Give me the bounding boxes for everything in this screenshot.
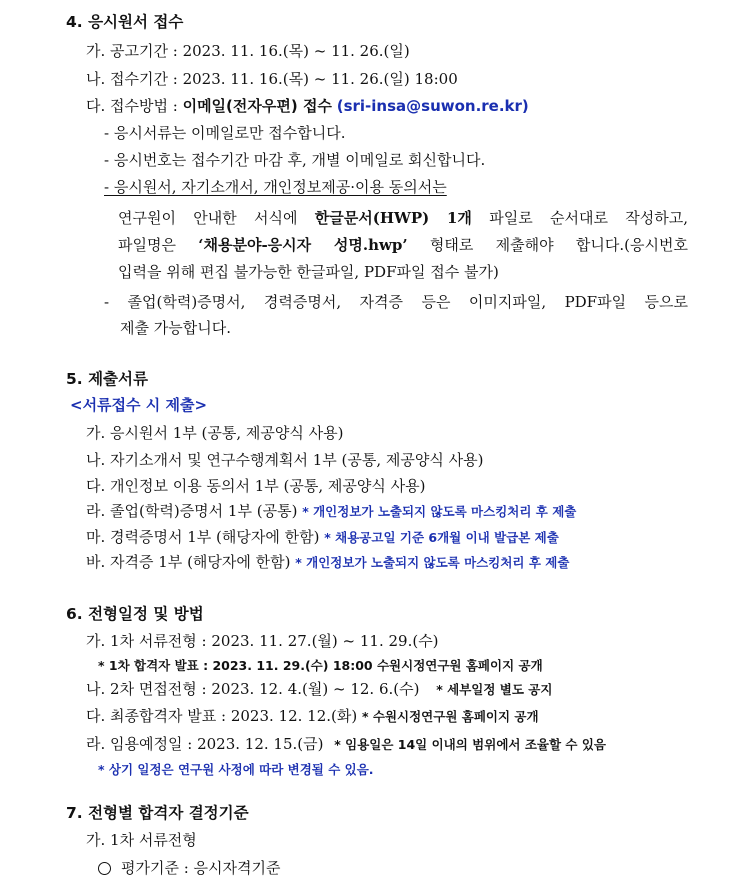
s4-bullet-4 <box>104 292 688 312</box>
s4-da-method: 이메일(전자우편) 접수 <box>182 97 332 115</box>
s5-item-ra-note: * 개인정보가 노출되지 않도록 마스킹처리 후 제출 <box>302 504 577 519</box>
s5-item-ma <box>86 527 559 548</box>
s4-item-ga: 가. 공고기간 : 2023. 11. 16.(목) ~ 11. 26.(일) <box>86 42 410 60</box>
s5-item-ba-text: 바. 자격증 1부 (해당자에 한함) <box>86 553 291 571</box>
s7-item-ga: 가. 1차 서류전형 <box>86 831 197 849</box>
s6-item-da <box>86 706 539 727</box>
s4-bullet-4-text: - 졸업(학력)증명서, 경력증명서, 자격증 등은 이미지파일, PDF파일 등으로 <box>104 293 688 311</box>
section-5-title: 5. 제출서류 <box>66 370 148 388</box>
section-4-title: 4. 응시원서 접수 <box>66 13 184 31</box>
s5-item-na: 나. 자기소개서 및 연구수행계획서 1부 (공통, 제공양식 사용) <box>86 451 484 469</box>
s5-item-ra <box>86 501 576 522</box>
s4-bullet-1: - 응시서류는 이메일로만 접수합니다. <box>104 124 346 142</box>
s7-criteria <box>98 858 281 878</box>
circle-bullet-icon <box>98 862 111 875</box>
s6-item-ga: 가. 1차 서류전형 : 2023. 11. 27.(월) ~ 11. 29.(수) <box>86 632 439 650</box>
s4-bullet-3: - 응시원서, 자기소개서, 개인정보제공·이용 동의서는 <box>104 178 447 196</box>
s6-item-da-note: * 수원시정연구원 홈페이지 공개 <box>361 709 539 724</box>
s4-p2-bold: ‘채용분야-응시자 성명.hwp’ <box>198 236 408 254</box>
section-7-title: 7. 전형별 합격자 결정기준 <box>66 804 249 822</box>
s4-p1-post: 파일로 순서대로 작성하고, <box>471 209 688 227</box>
s6-item-na-text: 나. 2차 면접전형 : 2023. 12. 4.(월) ~ 12. 6.(수) <box>86 680 420 698</box>
s6-item-ra-text: 라. 임용예정일 : 2023. 12. 15.(금) <box>86 735 324 753</box>
s6-item-ra-note: * 임용일은 14일 이내의 범위에서 조율할 수 있음 <box>334 737 606 752</box>
s5-item-da: 다. 개인정보 이용 동의서 1부 (공통, 제공양식 사용) <box>86 477 426 495</box>
s5-item-ma-text: 마. 경력증명서 1부 (해당자에 한함) <box>86 528 320 546</box>
s6-item-na <box>86 679 552 700</box>
s4-para-line-3: 입력을 위해 편집 불가능한 한글파일, PDF파일 접수 불가) <box>118 263 499 281</box>
s4-bullet-4-cont: 제출 가능합니다. <box>120 319 231 337</box>
s4-para-line-1 <box>118 208 688 228</box>
s5-item-ba <box>86 552 569 573</box>
s4-bullet-2: - 응시번호는 접수기간 마감 후, 개별 이메일로 회신합니다. <box>104 151 486 169</box>
s6-item-ga-note: * 1차 합격자 발표 : 2023. 11. 29.(수) 18:00 수원시정연구원 홈페이지 공개 <box>98 658 543 673</box>
s4-da-prefix: 다. 접수방법 : <box>86 97 183 115</box>
s5-item-ma-note: * 채용공고일 기준 6개월 이내 발급본 제출 <box>324 530 559 545</box>
s4-para-line-2 <box>118 235 688 255</box>
s4-p2-post: 형태로 제출해야 합니다.(응시번호 <box>407 236 688 254</box>
s4-p1-bold: 한글문서(HWP) 1개 <box>314 209 472 227</box>
s5-item-ba-note: * 개인정보가 노출되지 않도록 마스킹처리 후 제출 <box>295 555 570 570</box>
s5-item-ra-text: 라. 졸업(학력)증명서 1부 (공통) <box>86 502 298 520</box>
s6-footnote: * 상기 일정은 연구원 사정에 따라 변경될 수 있음. <box>98 762 374 777</box>
s5-subheading: <서류접수 시 제출> <box>70 396 208 414</box>
s4-p2-pre: 파일명은 <box>118 236 199 254</box>
s4-item-da <box>86 96 529 116</box>
section-6-title: 6. 전형일정 및 방법 <box>66 605 204 623</box>
s4-item-na: 나. 접수기간 : 2023. 11. 16.(목) ~ 11. 26.(일) 18:00 <box>86 70 458 88</box>
s7-criteria-text: 평가기준 : 응시자격기준 <box>121 859 281 877</box>
s6-item-da-text: 다. 최종합격자 발표 : 2023. 12. 12.(화) <box>86 707 358 725</box>
s4-p1-pre: 연구원이 안내한 서식에 <box>118 209 315 227</box>
s5-item-ga: 가. 응시원서 1부 (공통, 제공양식 사용) <box>86 424 344 442</box>
s4-da-email: (sri-insa@suwon.re.kr) <box>336 97 529 115</box>
s6-item-ra <box>86 734 606 755</box>
s6-item-na-note: * 세부일정 별도 공지 <box>436 682 553 697</box>
